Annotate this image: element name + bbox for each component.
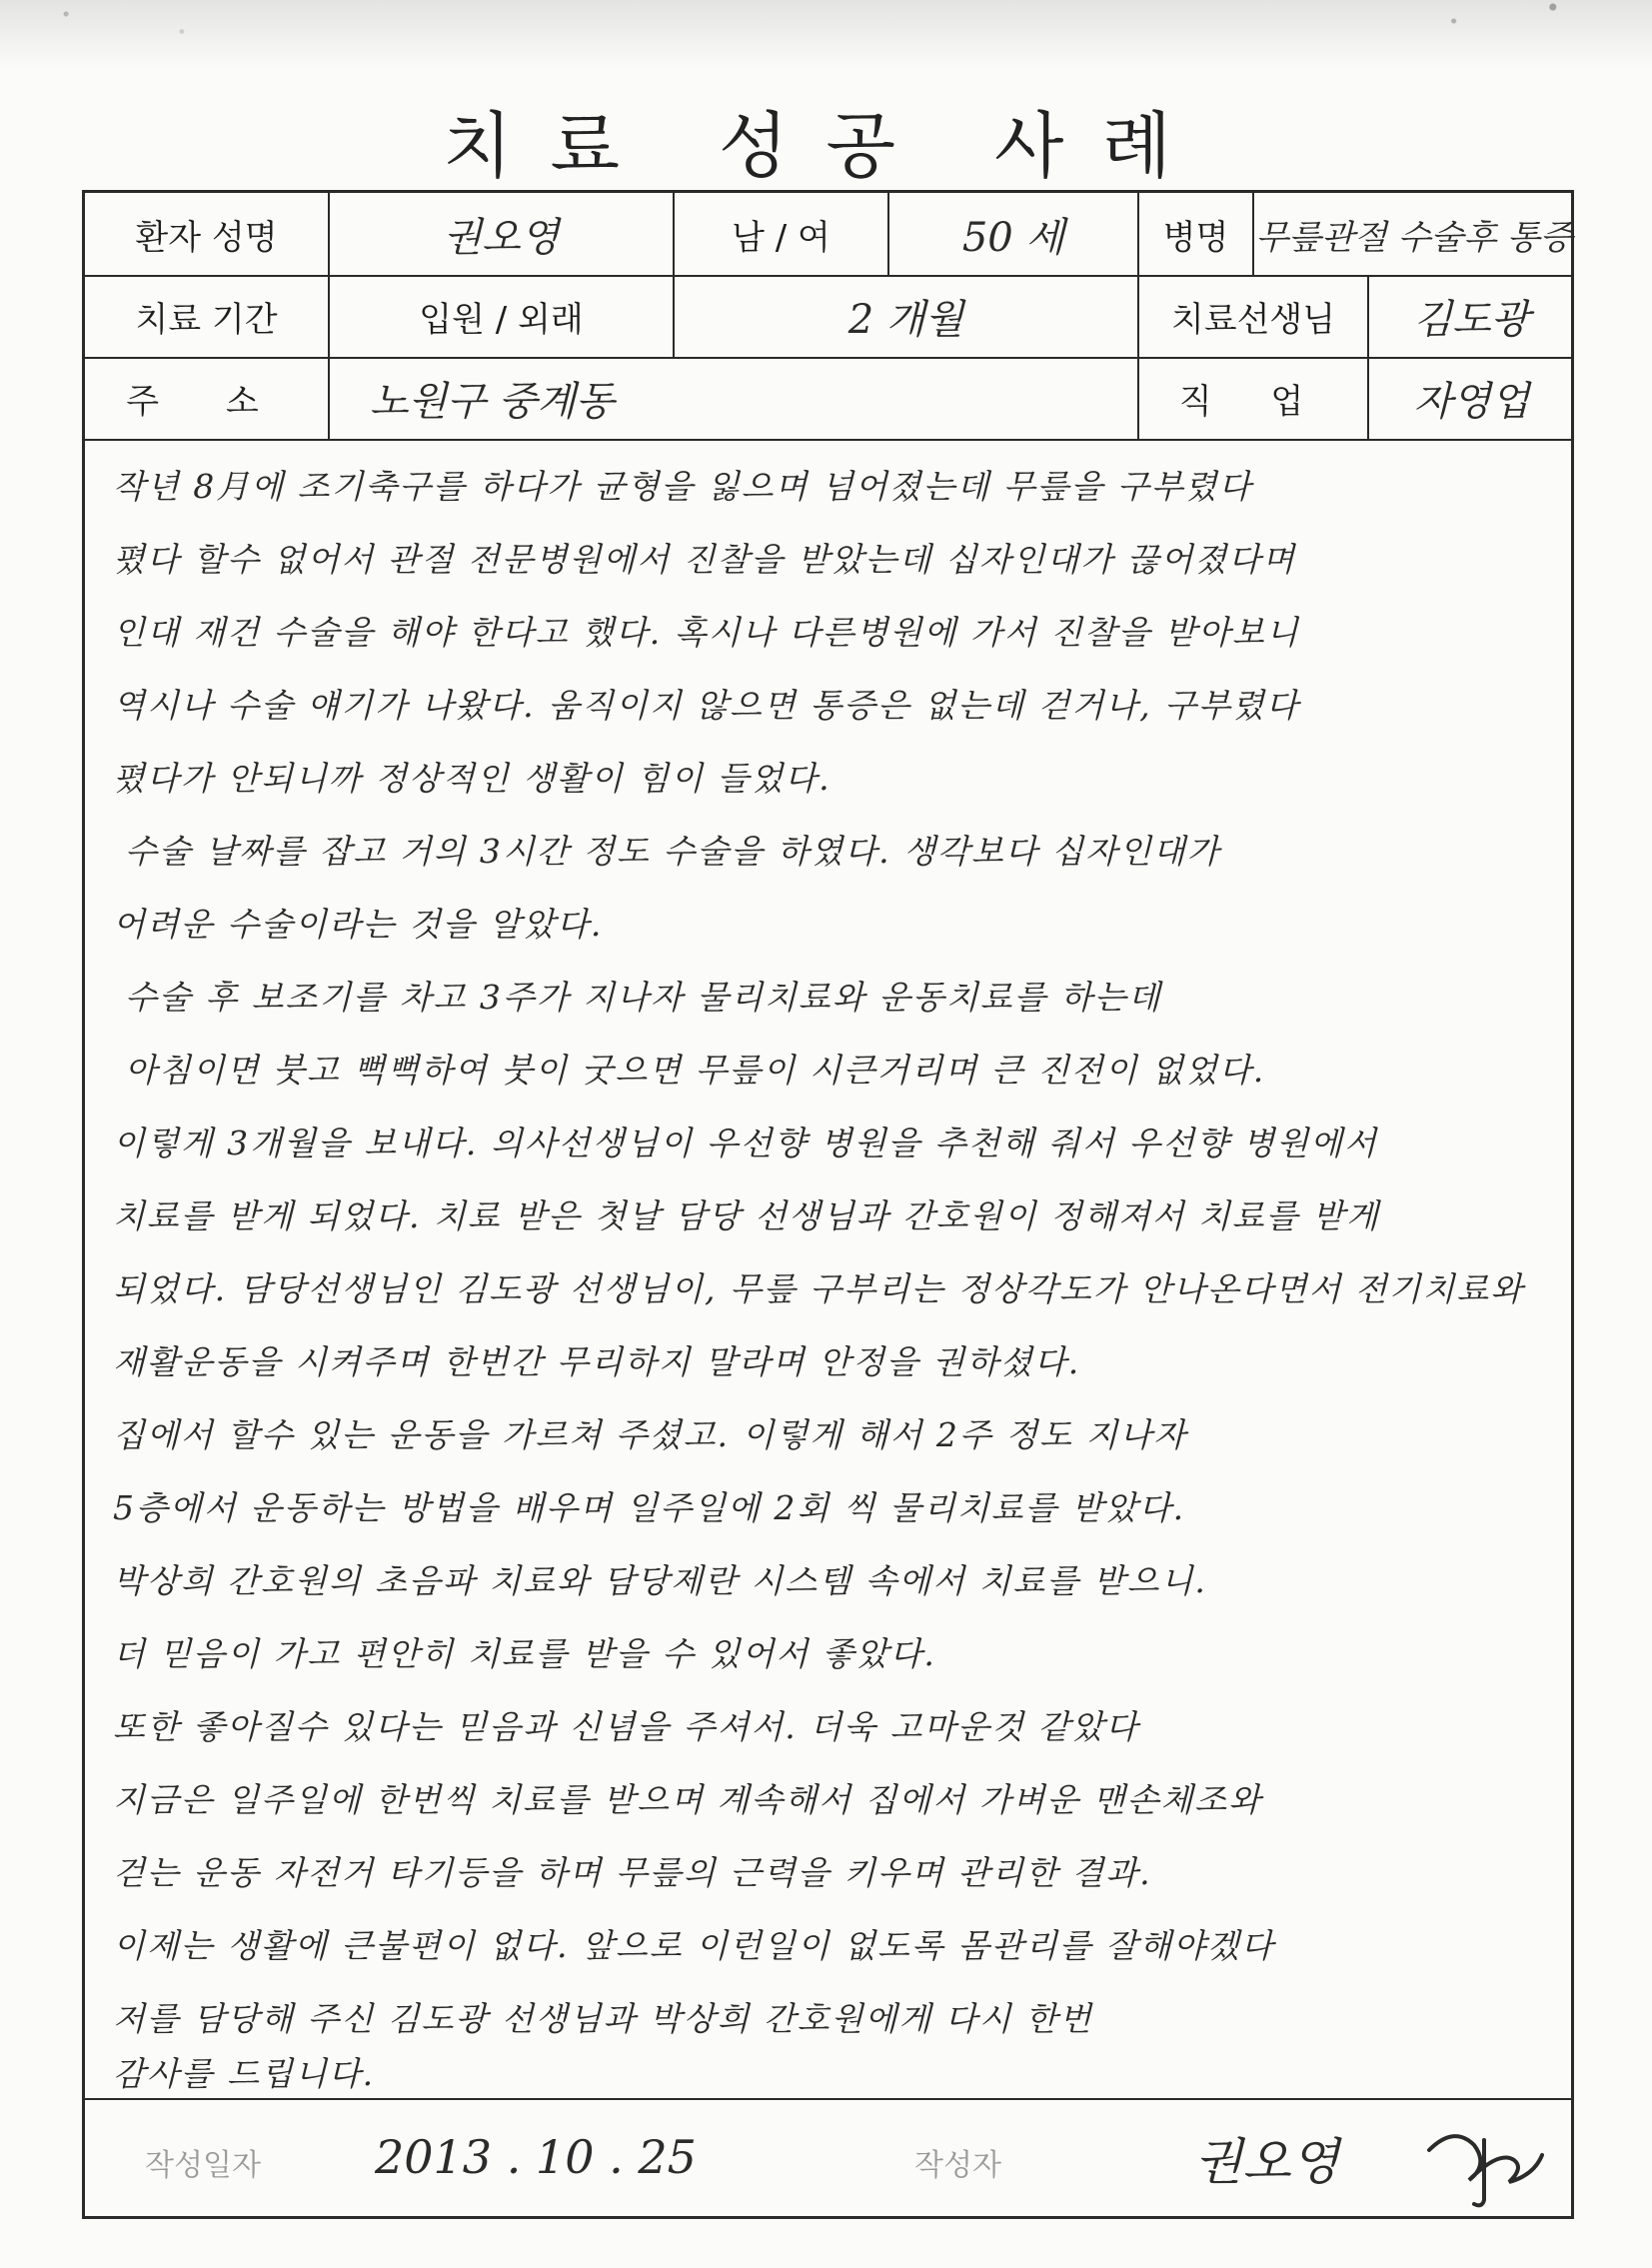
body-line: 감사를 드립니다. — [113, 2054, 376, 2093]
age-value: 50 세 — [889, 193, 1139, 275]
patient-name-label: 환자 성명 — [85, 193, 330, 275]
body-line: 박상희 간호원의 초음파 치료와 담당제란 시스템 속에서 치료를 받으니. — [113, 1561, 1207, 1600]
disease-value: 무릎관절 수술후 통증 — [1255, 217, 1573, 258]
author-value: 권오영 — [1194, 2133, 1339, 2191]
form-footer — [85, 2098, 1571, 2224]
signature-scribble — [1414, 2120, 1554, 2210]
gender-label: 남 / 여 — [675, 193, 889, 275]
period-label: 치료 기간 — [85, 275, 330, 357]
header-row-period — [85, 275, 1571, 359]
address-value: 노원구 중계동 — [330, 357, 1139, 439]
date-label: 작성일자 — [145, 2148, 261, 2183]
teacher-value: 김도광 — [1413, 296, 1530, 343]
patient-name-value: 권오영 — [330, 193, 675, 275]
header-row-patient — [85, 193, 1571, 277]
body-line: 치료를 받게 되었다. 치료 받은 첫날 담당 선생님과 간호원이 정해져서 치료를 받게 — [113, 1196, 1380, 1235]
body-line: 이제는 생활에 큰불편이 없다. 앞으로 이런일이 없도록 몸관리를 잘해야겠다 — [113, 1926, 1275, 1965]
date-value: 2013 . 10 . 25 — [375, 2130, 697, 2184]
disease-label: 병명 — [1139, 193, 1254, 275]
job-label: 직 업 — [1139, 357, 1369, 439]
body-line: 폈다가 안되니까 정상적인 생활이 힘이 들었다. — [113, 759, 831, 798]
case-form — [82, 190, 1574, 2219]
page-title: 치료 성공 사례 — [442, 104, 1210, 188]
body-line: 인대 재건 수술을 해야 한다고 했다. 혹시나 다른병원에 가서 진찰을 받아보니 — [113, 613, 1300, 652]
author-label: 작성자 — [914, 2148, 1001, 2183]
period-value: 2 개월 — [675, 275, 1139, 357]
body-line: 역시나 수술 얘기가 나왔다. 움직이지 않으면 통증은 없는데 걷거나, 구부렸다 — [113, 686, 1300, 725]
body-line: 어려운 수술이라는 것을 알았다. — [113, 905, 604, 944]
body-line: 걷는 운동 자전거 타기등을 하며 무릎의 근력을 키우며 관리한 결과. — [113, 1853, 1152, 1892]
body-line: 아침이면 붓고 뻑뻑하여 붓이 굿으면 무릎이 시큰거리며 큰 진전이 없었다. — [125, 1051, 1266, 1090]
body-line: 되었다. 담당선생님인 김도광 선생님이, 무릎 구부리는 정상각도가 안나온다면서 전기치료와 — [113, 1269, 1525, 1308]
body-line: 저를 담당해 주신 김도광 선생님과 박상희 간호원에게 다시 한번 — [113, 1999, 1093, 2038]
body-line: 작년 8月에 조기축구를 하다가 균형을 잃으며 넘어졌는데 무릎을 구부렸다 — [113, 467, 1253, 506]
header-row-address — [85, 357, 1571, 441]
body-line: 재활운동을 시켜주며 한번간 무리하지 말라며 안정을 권하셨다. — [113, 1342, 1081, 1381]
job-value: 자영업 — [1413, 378, 1530, 425]
teacher-label: 치료선생님 — [1139, 275, 1369, 357]
body-line: 수술 후 보조기를 차고 3주가 지나자 물리치료와 운동치료를 하는데 — [125, 978, 1162, 1017]
body-line: 5층에서 운동하는 방법을 배우며 일주일에 2회 씩 물리치료를 받았다. — [113, 1488, 1186, 1527]
body-line: 더 믿음이 가고 편안히 치료를 받을 수 있어서 좋았다. — [113, 1634, 936, 1673]
body-line: 집에서 할수 있는 운동을 가르쳐 주셨고. 이렇게 해서 2주 정도 지나자 — [113, 1415, 1188, 1454]
body-line: 또한 좋아질수 있다는 믿음과 신념을 주셔서. 더욱 고마운것 같았다 — [113, 1707, 1140, 1746]
address-label: 주 소 — [85, 357, 330, 439]
body-line: 이렇게 3개월을 보내다. 의사선생님이 우선향 병원을 추천해 줘서 우선향 병원에서 — [113, 1124, 1378, 1162]
inout-label: 입원 / 외래 — [330, 275, 675, 357]
testimonial-body — [85, 439, 1571, 2098]
body-line: 수술 날짜를 잡고 거의 3시간 정도 수술을 하였다. 생각보다 십자인대가 — [125, 832, 1221, 871]
body-line: 지금은 일주일에 한번씩 치료를 받으며 계속해서 집에서 가벼운 맨손체조와 — [113, 1780, 1263, 1819]
scan-noise — [0, 0, 1652, 70]
body-line: 폈다 할수 없어서 관절 전문병원에서 진찰을 받았는데 십자인대가 끊어졌다며 — [113, 540, 1297, 579]
